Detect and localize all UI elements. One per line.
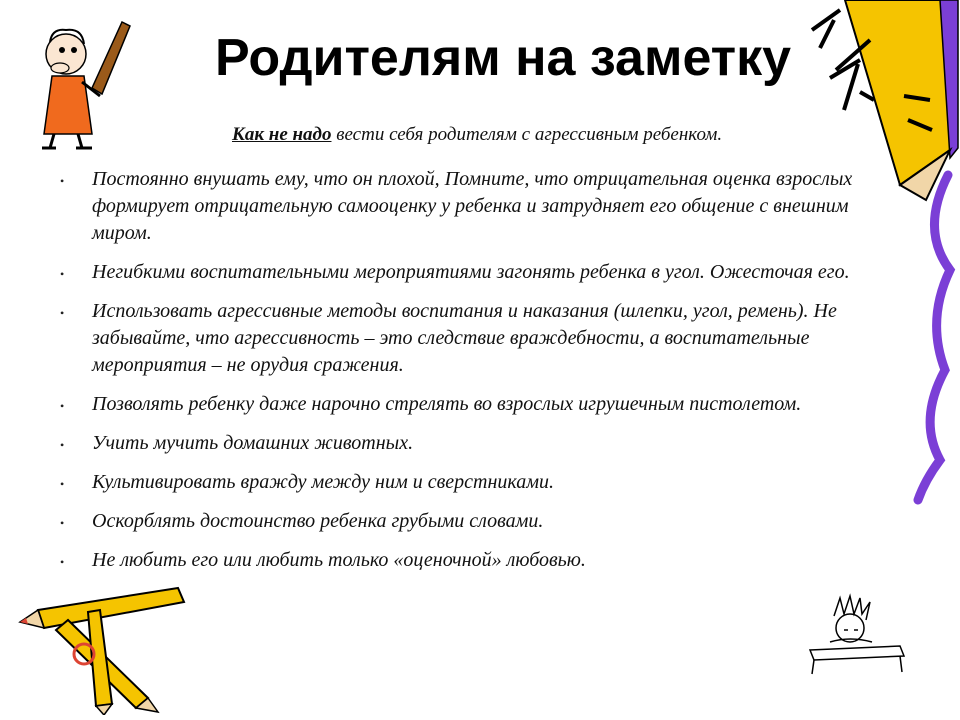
subtitle-emphasis: Как не надо: [232, 124, 332, 145]
slide-title: Родителям на заметку: [215, 29, 792, 87]
bullet-marker: •: [60, 306, 65, 320]
bullet-item: [60, 298, 860, 379]
bullet-item: [60, 508, 860, 535]
subtitle: [232, 124, 722, 146]
bullet-marker: •: [60, 438, 65, 452]
bullet-text: Не любить его или любить только «оценочной» любовью.: [92, 549, 586, 571]
pencils-clipart: [8, 580, 193, 715]
bullet-text: Использовать агрессивные методы воспитания и наказания (шлепки, угол, ремень). Не забывайте, что агрессивность – это следствие враждебности, а воспитательные мероприятия – не орудия сражения.: [92, 300, 837, 376]
bullet-list: [60, 166, 860, 586]
caveman-clipart: [22, 16, 132, 151]
bullet-marker: •: [60, 477, 65, 491]
bullet-marker: •: [60, 267, 65, 281]
bullet-marker: •: [60, 516, 65, 530]
bullet-marker: •: [60, 174, 65, 188]
bullet-item: [60, 166, 860, 247]
bullet-text: Позволять ребенку даже нарочно стрелять во взрослых игрушечным пистолетом.: [92, 393, 802, 415]
bullet-marker: •: [60, 555, 65, 569]
subtitle-text: вести себя родителям с агрессивным ребенком.: [331, 124, 723, 145]
bullet-marker: •: [60, 399, 65, 413]
bullet-item: [60, 547, 860, 574]
bullet-text: Оскорблять достоинство ребенка грубыми словами.: [92, 510, 544, 532]
bullet-item: [60, 469, 860, 496]
bullet-item: [60, 430, 860, 457]
boy-at-desk-clipart: [800, 590, 910, 680]
bullet-text: Негибкими воспитательными мероприятиями загонять ребенка в угол. Ожесточая его.: [92, 261, 850, 283]
bullet-text: Учить мучить домашних животных.: [92, 432, 414, 454]
bullet-item: [60, 259, 860, 286]
bullet-item: [60, 391, 860, 418]
bullet-text: Культивировать вражду между ним и сверстниками.: [92, 471, 555, 493]
bullet-text: Постоянно внушать ему, что он плохой, Помните, что отрицательная оценка взрослых формирует отрицательную самооценку у ребенка и затрудняет его общение с внешним миром.: [92, 168, 853, 244]
